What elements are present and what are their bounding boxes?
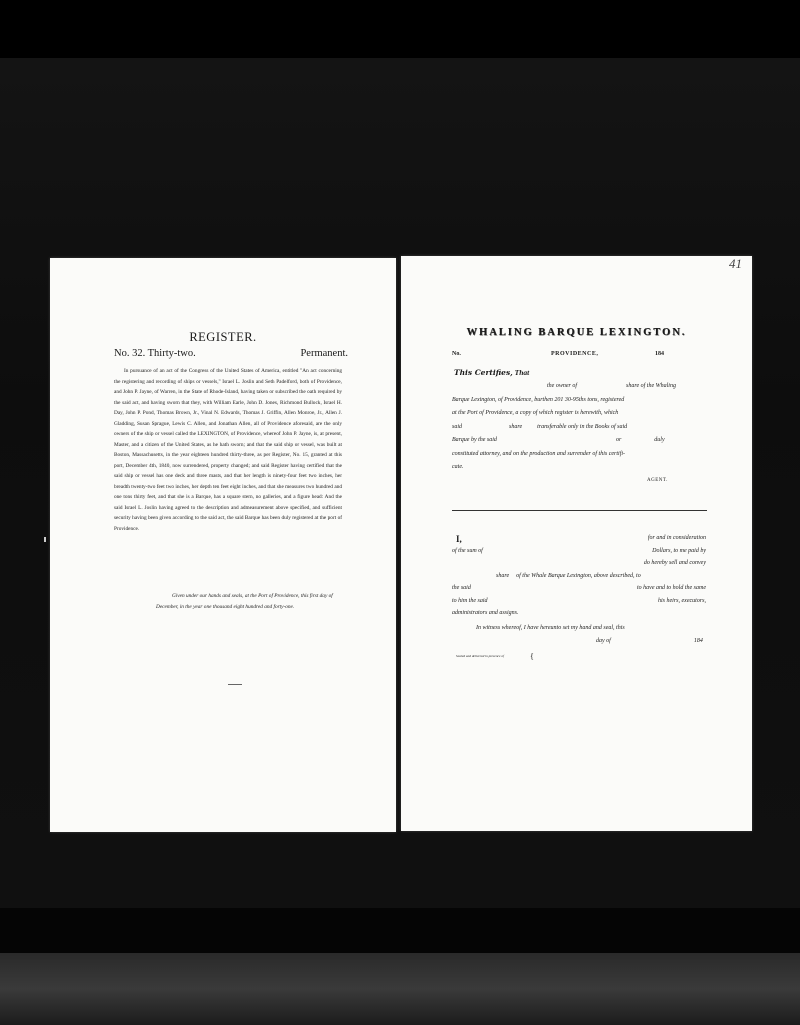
- certificate-place: PROVIDENCE,: [551, 351, 599, 357]
- page-number: 41: [729, 256, 742, 271]
- register-title: REGISTER.: [189, 330, 257, 344]
- cert-text: constituted attorney, and on the production and surrender of this certifi-: [452, 450, 626, 457]
- certificate-heading-lead: This Certifies,: [454, 368, 513, 377]
- cert-text: cate.: [452, 464, 464, 470]
- cert-text: transferable only in the Books of said: [537, 423, 628, 430]
- cert-text: share: [509, 423, 523, 430]
- certificate-heading: [454, 368, 529, 377]
- register-status: Permanent.: [300, 348, 348, 359]
- cert-text: said: [452, 423, 463, 430]
- cert-text: duly: [654, 437, 665, 443]
- transfer-body: [452, 532, 706, 620]
- transfer-text: administrators and assigns.: [452, 610, 519, 616]
- agent-label: AGENT.: [647, 478, 668, 483]
- transfer-text: share: [496, 572, 510, 579]
- cert-text: Barque Lexington, of Providence, burthen 201 30-95ths tons, registered: [452, 396, 625, 403]
- certificate-year: 184: [655, 351, 664, 357]
- transfer-text: of the Whale Barque Lexington, above described, to: [516, 572, 641, 579]
- transfer-text: for and in consideration: [647, 535, 706, 541]
- certificate-body: [452, 380, 706, 475]
- cert-text: or: [615, 437, 622, 443]
- film-border-top: [0, 0, 800, 58]
- transfer-text: the said: [452, 585, 471, 591]
- witness-text: day of: [596, 637, 611, 644]
- binding-mark: [44, 537, 46, 542]
- certificate-no-label: No.: [452, 351, 461, 357]
- cert-text: share of the Whaling: [626, 383, 676, 389]
- transfer-i: I,: [456, 534, 462, 544]
- cert-text: Barque by the said: [452, 437, 497, 443]
- register-given-clause: Given under our hands and seals, at the Port of Providence, this first day of December, in the year one thousand eight hundred and forty-one.: [156, 593, 333, 610]
- transfer-text: his heirs, executors,: [658, 597, 706, 604]
- transfer-text: Dollars, to me paid by: [652, 547, 706, 554]
- cert-text: the owner of: [547, 383, 577, 389]
- witness-text: In witness whereof, I have hereunto set my hand and seal, this: [476, 625, 625, 631]
- divider-rule: [452, 510, 707, 511]
- brace-mark: {: [530, 652, 534, 661]
- stray-mark: [228, 684, 242, 685]
- certificate-page: [401, 256, 752, 831]
- witness-text: 184: [693, 637, 703, 644]
- register-body: In pursuance of an act of the Congress of the United States of America, entitled "An act concerning the registering and recording of ships or vessels," Israel L. Joslin and Seth Padelford, both of Providence, and John P. Jayne, of Warren, in the State of Rhode-Island, having taken or subscribed the oath required by the said act, and having sworn that they, with William Earle, John D. Jones, Richmond Bullock, Israel H. Day, John P. Pond, Thomas Brown, Jr., Vinal N. Edwards, Thomas J. Griffin, Allen Monroe, Jr., Allen J. Gladding, Susan Sprague, Lewis C. Allen, and Jonathan Allen, all of Providence aforesaid, are the only owners of the ship or vessel called the LEXINGTON, of Providence, whereof John P. Jayne, is, at present, Master, and a citizen of the United States, as he hath sworn; and that the said ship or vessel, was built at Boston, Massachusetts, in the year eighteen hundred thirty-three, as per Register, No. 15, granted at this port, December 4th, 1840, now surrendered, property changed; and said Register having certified that the said ship or vessel has one deck and three masts, and that her length is ninety-four feet two inches, her breadth twenty-two feet two inches, her depth ten feet eight inches, and that she measures two hundred and one tons thirty feet, and that she is a Barque, has a square stern, no galleries, and a figure head: And the said Israel L. Joslin having agreed to the description and admeasurement above specified, and sufficient security having been given according to the said act, the said Barque has been duly registered at the port of Providence.: [114, 368, 342, 532]
- witness-clause: [452, 622, 706, 647]
- cert-text: at the Port of Providence, a copy of which register is herewith, which: [452, 410, 619, 416]
- transfer-text: do hereby sell and convey: [643, 560, 706, 566]
- film-border-bottom: [0, 953, 800, 1025]
- ship-title: WHALING BARQUE LEXINGTON.: [466, 327, 687, 338]
- sealed-label: Sealed and delivered in presence of: [456, 654, 505, 658]
- film-border-low: [0, 908, 800, 953]
- register-page: [50, 258, 396, 832]
- transfer-text: to him the said: [452, 597, 488, 604]
- transfer-text: to have and to hold the same: [637, 585, 706, 591]
- certificate-heading-rest: That: [514, 368, 530, 377]
- transfer-text: of the sum of: [452, 547, 483, 554]
- register-number: No. 32. Thirty-two.: [114, 348, 196, 359]
